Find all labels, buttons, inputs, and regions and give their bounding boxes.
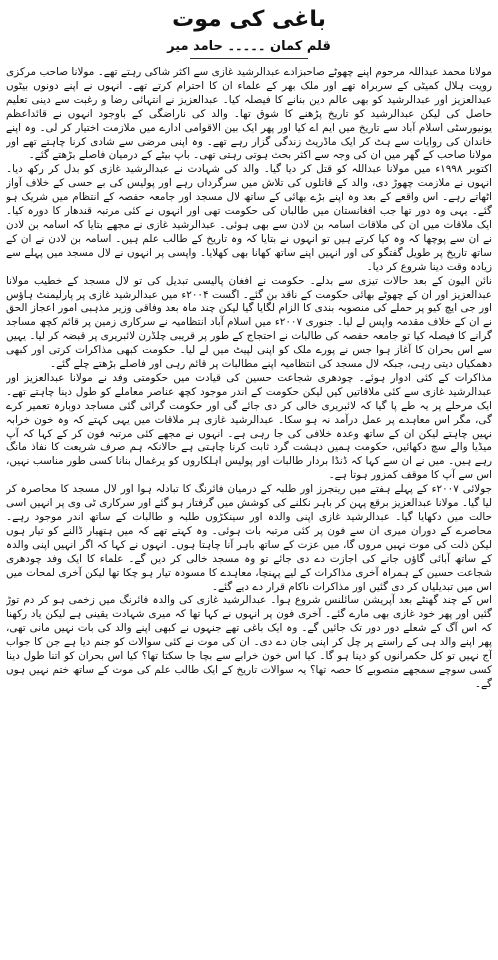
body-paragraph: مذاکرات کے کئی ادوار ہوئے۔ چودھری شجاعت حسین کی قیادت میں حکومتی وفد نے مولانا عبدالعزیز اور عبدالرشید غازی سے کئی ملاقاتیں کیں لیکن حکومت کے اندر موجود کچھ عناصر معاملے کو طول دینا چاہتے تھے۔ ایک مرحلے پر یہ طے پا گیا کہ لائبریری خالی کر دی جائے گی اور حکومت گرائی گئی مساجد دوبارہ تعمیر کرے گی، مگر اس معاہدے پر عمل درآمد نہ ہو سکا۔ عبدالرشید غازی ہر ملاقات میں یہی کہتے کہ وہ خون خرابہ نہیں چاہتے لیکن ان کے ساتھ وعدہ خلافی کی جا رہی ہے۔ انہوں نے مجھے کئی مرتبہ فون کر کے کہا کہ آپ میڈیا والے سچ دکھائیں، حکومت ہمیں دہشت گرد ثابت کرنا چاہتی ہے حالانکہ ہم صرف شریعت کا نفاذ مانگ رہے ہیں۔ میں نے ان سے کہا کہ ڈنڈا بردار طالبات اور پولیس اہلکاروں کو یرغمال بنانا کسی طور مناسب نہیں، اس سے آپ کا موقف کمزور ہوتا ہے۔ bbox=[6, 371, 492, 482]
body-paragraph: مولانا محمد عبداللہ مرحوم اپنے چھوٹے صاحبزادے عبدالرشید غازی سے اکثر شاکی رہتے تھے۔ مولانا صاحب مرکزی رویت ہلال کمیٹی کے سربراہ تھے اور ملک بھر کے علماء ان کا احترام کرتے تھے۔ انہوں نے اپنے دونوں بیٹوں عبدالعزیز اور عبدالرشید کو بھی عالم دین بنانے کا فیصلہ کیا۔ عبدالعزیز نے انتہائی رضا و رغبت سے دینی تعلیم حاصل کی لیکن عبدالرشید کو تاریخ پڑھنے کا شوق تھا۔ والد کی ناراضگی کے باوجود انہوں نے قائداعظم یونیورسٹی اسلام آباد سے تاریخ میں ایم اے کیا اور پھر ایک بین الاقوامی ادارے میں ملازمت اختیار کر لی۔ وہ اپنے خاندان کی روایات سے ہٹ کر ایک ماڈریٹ زندگی گزار رہے تھے۔ وہ اپنی مرضی سے شادی کرنا چاہتے تھے اور مولانا صاحب کے گھر میں ان کی وجہ سے اکثر بحث ہوتی رہتی تھی۔ باپ بیٹے کے درمیان فاصلے بڑھتے گئے۔ bbox=[6, 66, 492, 162]
byline-underline bbox=[190, 58, 308, 59]
column-byline: قلم کمان ۔۔۔۔۔ حامد میر bbox=[167, 39, 331, 54]
body-paragraph: اس کے چند گھنٹے بعد آپریشن سائلنس شروع ہوا۔ عبدالرشید غازی کی والدہ فائرنگ میں زخمی ہو کر دم توڑ گئیں اور پھر خود غازی بھی مارے گئے۔ آخری فون پر انہوں نے کہا تھا کہ میری شہادت یقینی ہے لیکن یاد رکھنا کہ اس آگ کے شعلے دور دور تک جائیں گے۔ وہ ایک باغی تھے جنہوں نے کبھی اپنے والد کی بات نہیں مانی تھی، پھر اپنے والد ہی کے راستے پر چل کر اپنی جان دے دی۔ ان کی موت نے کئی سوالات کو جنم دیا ہے جن کا جواب آج نہیں تو کل حکمرانوں کو دینا ہو گا۔ کیا اس خون خرابے سے بچا جا سکتا تھا؟ کیا اس بحران کو اتنا طول دینا کسی سوچے سمجھے منصوبے کا حصہ تھا؟ یہ سوالات تاریخ کے ایک طالب علم کی موت کے ساتھ ختم نہیں ہوں گے۔ bbox=[6, 594, 492, 690]
body-paragraph: اکتوبر ۱۹۹۸ء میں مولانا عبداللہ کو قتل کر دیا گیا۔ والد کی شہادت نے عبدالرشید غازی کو بدل کر رکھ دیا۔ انہوں نے ملازمت چھوڑ دی، والد کے قاتلوں کی تلاش میں سرگرداں رہے اور پولیس کی بے حسی کے خلاف آواز اٹھاتے رہے۔ اس واقعے کے بعد وہ اپنے بڑے بھائی کے ساتھ لال مسجد اور جامعہ حفصہ کے انتظام میں شریک ہو گئے۔ یہی وہ دور تھا جب افغانستان میں طالبان کی حکومت تھی اور انہوں نے کئی مرتبہ قندھار کا دورہ کیا۔ ایک ملاقات میں ان کی ملاقات اسامہ بن لادن سے بھی ہوئی۔ عبدالرشید غازی نے مجھے بتایا کہ اسامہ بن لادن نے ان سے پوچھا کہ وہ کیا کرتے ہیں تو انہوں نے بتایا کہ وہ تاریخ کے طالب علم ہیں۔ اسامہ بن لادن نے ان کے ساتھ تاریخ پر طویل گفتگو کی اور انہیں اپنے ساتھ کھانا بھی کھلایا۔ واپسی پر انہوں نے لال مسجد میں پہلے سے زیادہ وقت دینا شروع کر دیا۔ bbox=[6, 163, 492, 273]
column-body bbox=[6, 66, 492, 956]
body-paragraph: نائن الیون کے بعد حالات تیزی سے بدلے۔ حکومت نے افغان پالیسی تبدیل کی تو لال مسجد کے خطیب مولانا عبدالعزیز اور ان کے چھوٹے بھائی حکومت کے ناقد بن گئے۔ اگست ۲۰۰۴ء میں عبدالرشید غازی پر پارلیمنٹ ہاؤس اور جی ایچ کیو پر حملے کی منصوبہ بندی کا الزام لگایا گیا لیکن چند ماہ بعد وفاقی وزیر مذہبی امور اعجاز الحق نے ان کے خلاف مقدمہ واپس لے لیا۔ جنوری ۲۰۰۷ء میں اسلام آباد انتظامیہ نے سرکاری زمین پر قائم کچھ مساجد گرانے کا فیصلہ کیا تو جامعہ حفصہ کی طالبات نے احتجاج کے طور پر قریبی چلڈرن لائبریری پر قبضہ کر لیا۔ یہیں سے اس بحران کا آغاز ہوا جس نے پورے ملک کو اپنی لپیٹ میں لے لیا۔ حکومت کبھی مذاکرات کرتی اور کبھی دھمکیاں دیتی رہی، جبکہ لال مسجد کی انتظامیہ اپنے مطالبات پر قائم رہی اور فاصلے بڑھتے چلے گئے۔ bbox=[6, 274, 492, 371]
body-paragraph: جولائی ۲۰۰۷ء کے پہلے ہفتے میں رینجرز اور طلبہ کے درمیان فائرنگ کا تبادلہ ہوا اور لال مسجد کا محاصرہ کر لیا گیا۔ مولانا عبدالعزیز برقع پہن کر باہر نکلنے کی کوشش میں گرفتار ہو گئے اور سرکاری ٹی وی پر انہیں اسی حالت میں دکھایا گیا۔ عبدالرشید غازی اپنی والدہ اور سینکڑوں طلبہ و طالبات کے ساتھ اندر موجود رہے۔ محاصرے کے دوران میری ان سے فون پر کئی مرتبہ بات ہوئی۔ وہ کہتے تھے کہ میں ہتھیار ڈالنے کو تیار ہوں لیکن ذلت کی موت نہیں مروں گا، میں عزت کے ساتھ باہر آنا چاہتا ہوں۔ انہوں نے کہا کہ اگر انہیں اپنی والدہ کے ساتھ آبائی گاؤں جانے کی اجازت دے دی جائے تو وہ مسجد خالی کر دیں گے۔ علماء کا ایک وفد چودھری شجاعت حسین کے ہمراہ آخری مذاکرات کے لیے پہنچا، معاہدے کا مسودہ تیار ہو چکا تھا لیکن آخری لمحات میں اس میں تبدیلیاں کر دی گئیں اور مذاکرات ناکام قرار دے دیے گئے۔ bbox=[6, 483, 492, 593]
column-title: باغی کی موت bbox=[172, 7, 326, 32]
